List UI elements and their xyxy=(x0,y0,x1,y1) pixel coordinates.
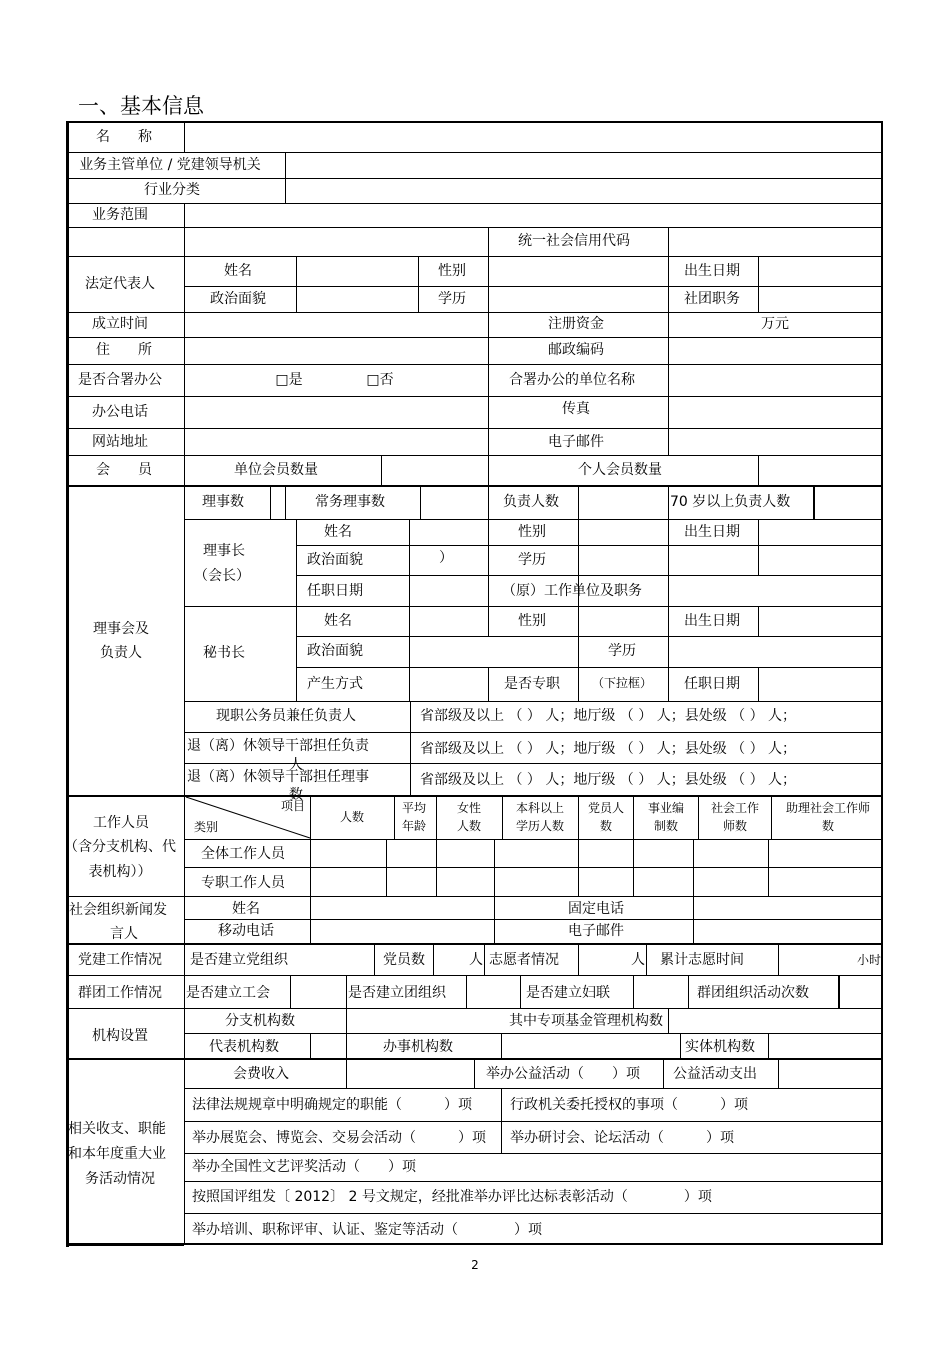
unit-members-label: 单位会员数量 xyxy=(234,462,318,478)
delegated-label: 行政机关委托授权的事项（ ）项 xyxy=(510,1097,748,1113)
col-social-2: 师数 xyxy=(722,819,748,833)
secretary-name-label: 姓名 xyxy=(324,613,352,629)
secretary-tenure-label: 任职日期 xyxy=(684,676,740,692)
chairman-political-label: 政治面貌 xyxy=(307,552,363,568)
structure-label: 机构设置 xyxy=(92,1028,148,1044)
industry-label: 行业分类 xyxy=(144,182,200,198)
address-label: 住 所 xyxy=(96,342,152,358)
youth-label: 是否建立团组织 xyxy=(348,985,446,1001)
spokesperson-name-label: 姓名 xyxy=(232,901,260,917)
secretary-gender-label: 性别 xyxy=(518,613,546,629)
chairman-label-2: （会长） xyxy=(194,568,250,584)
volunteers-label: 志愿者情况 xyxy=(489,952,559,968)
civil-servant-label: 现职公务员兼任负责人 xyxy=(216,708,356,724)
chairman-political-paren: ） xyxy=(439,550,453,566)
offices-label: 办事机构数 xyxy=(383,1039,453,1055)
charity-label: 举办公益活动（ ）项 xyxy=(486,1066,640,1082)
col-female-1: 女性 xyxy=(456,801,482,815)
retired-director-label: 退（离）休领导干部担任理事 xyxy=(187,769,369,785)
col-cadre-1: 事业编 xyxy=(647,801,685,815)
postcode-label: 邮政编码 xyxy=(548,342,604,358)
chairman-former-unit-label: （原）工作单位及职务 xyxy=(502,583,642,599)
row-all-staff: 全体工作人员 xyxy=(201,846,285,862)
corner-category-label: 类别 xyxy=(193,820,219,834)
spokesperson-landline-label: 固定电话 xyxy=(568,901,624,917)
capital-unit: 万元 xyxy=(761,316,789,332)
capital-label: 注册资金 xyxy=(548,316,604,332)
party-members-label: 党员数 xyxy=(383,952,425,968)
retired-leader-levels: 省部级及以上 （ ） 人；地厅级 （ ） 人；县处级 （ ） 人； xyxy=(420,741,797,757)
row-full-time-staff: 专职工作人员 xyxy=(201,875,285,891)
shared-unit-name-label: 合署办公的单位名称 xyxy=(509,372,635,388)
individual-members-label: 个人会员数量 xyxy=(578,462,662,478)
col-assist-2: 数 xyxy=(821,819,835,833)
finance-label-1: 相关收支、职能 xyxy=(68,1121,166,1137)
full-time-dropdown[interactable]: （下拉框） xyxy=(591,676,653,690)
col-avg-2: 年龄 xyxy=(401,819,427,833)
retired-director-tail: 数 xyxy=(289,787,303,803)
secretary-education-label: 学历 xyxy=(608,643,636,659)
phone-label: 办公电话 xyxy=(92,404,148,420)
fee-income-label: 会费收入 xyxy=(233,1066,289,1082)
legal-rep-label: 法定代表人 xyxy=(85,276,155,292)
spokesperson-mobile-label: 移动电话 xyxy=(218,923,274,939)
page-number: 2 xyxy=(471,1258,479,1272)
name-label: 名 称 xyxy=(96,129,152,145)
finance-label-2: 和本年度重大业 xyxy=(68,1146,166,1162)
chairman-gender-label: 性别 xyxy=(518,524,546,540)
staff-label-1: 工作人员 xyxy=(93,815,149,831)
charity-spend-label: 公益活动支出 xyxy=(673,1066,757,1082)
founded-label: 成立时间 xyxy=(92,316,148,332)
forums-label: 举办研讨会、论坛活动（ ）项 xyxy=(510,1130,734,1146)
secretary-appointment-label: 产生方式 xyxy=(307,676,363,692)
email-label: 电子邮件 xyxy=(548,434,604,450)
col-social-1: 社会工作 xyxy=(710,801,760,815)
members-label: 会 员 xyxy=(96,462,152,478)
exhibitions-label: 举办展览会、博览会、交易会活动（ ）项 xyxy=(192,1130,486,1146)
staff-label-2: （含分支机构、代 xyxy=(64,839,176,855)
trainings-label: 举办培训、职称评审、认证、鉴定等活动（ ）项 xyxy=(192,1222,542,1238)
chairman-tenure-label: 任职日期 xyxy=(307,583,363,599)
legal-rep-political-label: 政治面貌 xyxy=(210,291,266,307)
spokesperson-label-1: 社会组织新闻发 xyxy=(69,902,167,918)
party-established-label: 是否建立党组织 xyxy=(190,952,288,968)
col-degree-1: 本科以上 xyxy=(515,801,565,815)
volunteers-unit: 人 xyxy=(631,952,645,968)
rep-offices-label: 代表机构数 xyxy=(209,1039,279,1055)
standing-directors-label: 常务理事数 xyxy=(315,494,385,510)
party-label: 党建工作情况 xyxy=(78,952,162,968)
women-label: 是否建立妇联 xyxy=(526,985,610,1001)
retired-leader-tail: 人 xyxy=(289,757,303,773)
col-assist-1: 助理社会工作师 xyxy=(785,801,871,815)
corner-item-label: 项目 xyxy=(280,799,306,813)
col-party-1: 党员人 xyxy=(587,801,625,815)
civil-servant-levels: 省部级及以上 （ ） 人；地厅级 （ ） 人；县处级 （ ） 人； xyxy=(420,708,797,724)
special-funds-label: 其中专项基金管理机构数 xyxy=(509,1013,663,1029)
group-activities-label: 群团组织活动次数 xyxy=(697,985,809,1001)
shared-office-label: 是否合署办公 xyxy=(78,372,162,388)
section-title: 一、基本信息 xyxy=(78,94,204,118)
secretary-label: 秘书长 xyxy=(203,645,245,661)
leaders-label: 负责人数 xyxy=(503,494,559,510)
website-label: 网站地址 xyxy=(92,434,148,450)
legal-rep-name-label: 姓名 xyxy=(224,263,252,279)
chairman-name-label: 姓名 xyxy=(324,524,352,540)
col-female-2: 人数 xyxy=(456,819,482,833)
legal-duties-label: 法律法规规章中明确规定的职能（ ）项 xyxy=(192,1097,472,1113)
group-label: 群团工作情况 xyxy=(78,985,162,1001)
legal-rep-gender-label: 性别 xyxy=(438,263,466,279)
col-degree-2: 学历人数 xyxy=(515,819,565,833)
spokesperson-label-2: 言人 xyxy=(110,926,138,942)
over70-label: 70 岁以上负责人数 xyxy=(670,494,791,510)
legal-rep-education-label: 学历 xyxy=(438,291,466,307)
board-label-1: 理事会及 xyxy=(93,621,149,637)
spokesperson-email-label: 电子邮件 xyxy=(568,923,624,939)
retired-director-levels: 省部级及以上 （ ） 人；地厅级 （ ） 人；县处级 （ ） 人； xyxy=(420,772,797,788)
party-members-unit: 人 xyxy=(469,952,483,968)
col-avg-1: 平均 xyxy=(401,801,427,815)
credit-code-label: 统一社会信用代码 xyxy=(518,233,630,249)
legal-rep-post-label: 社团职务 xyxy=(684,291,740,307)
supervisor-label: 业务主管单位 / 党建领导机关 xyxy=(79,157,261,173)
board-label-2: 负责人 xyxy=(100,645,142,661)
staff-label-3: 表机构）） xyxy=(88,864,152,880)
branches-label: 分支机构数 xyxy=(225,1013,295,1029)
secretary-full-time-label: 是否专职 xyxy=(504,676,560,692)
fax-label: 传真 xyxy=(562,401,590,417)
col-count: 人数 xyxy=(339,810,365,824)
volunteer-hours-label: 累计志愿时间 xyxy=(660,952,744,968)
shared-office-no-checkbox[interactable]: □否 xyxy=(366,372,394,388)
scope-label: 业务范围 xyxy=(92,207,148,223)
finance-label-3: 务活动情况 xyxy=(85,1171,155,1187)
col-party-2: 数 xyxy=(599,819,613,833)
retired-leader-label: 退（离）休领导干部担任负责 xyxy=(187,738,369,754)
approved-awards-label: 按照国评组发〔 2012〕 2 号文规定，经批准举办评比达标表彰活动（ ）项 xyxy=(192,1189,712,1205)
chairman-label-1: 理事长 xyxy=(203,543,245,559)
secretary-birth-label: 出生日期 xyxy=(684,613,740,629)
entities-label: 实体机构数 xyxy=(685,1039,755,1055)
legal-rep-birth-label: 出生日期 xyxy=(684,263,740,279)
shared-office-yes-checkbox[interactable]: □是 xyxy=(275,372,303,388)
chairman-birth-label: 出生日期 xyxy=(684,524,740,540)
col-cadre-2: 制数 xyxy=(653,819,679,833)
secretary-political-label: 政治面貌 xyxy=(307,643,363,659)
chairman-education-label: 学历 xyxy=(518,552,546,568)
union-label: 是否建立工会 xyxy=(186,985,270,1001)
directors-label: 理事数 xyxy=(202,494,244,510)
volunteer-hours-unit: 小时 xyxy=(856,953,882,967)
art-awards-label: 举办全国性文艺评奖活动（ ）项 xyxy=(192,1159,416,1175)
